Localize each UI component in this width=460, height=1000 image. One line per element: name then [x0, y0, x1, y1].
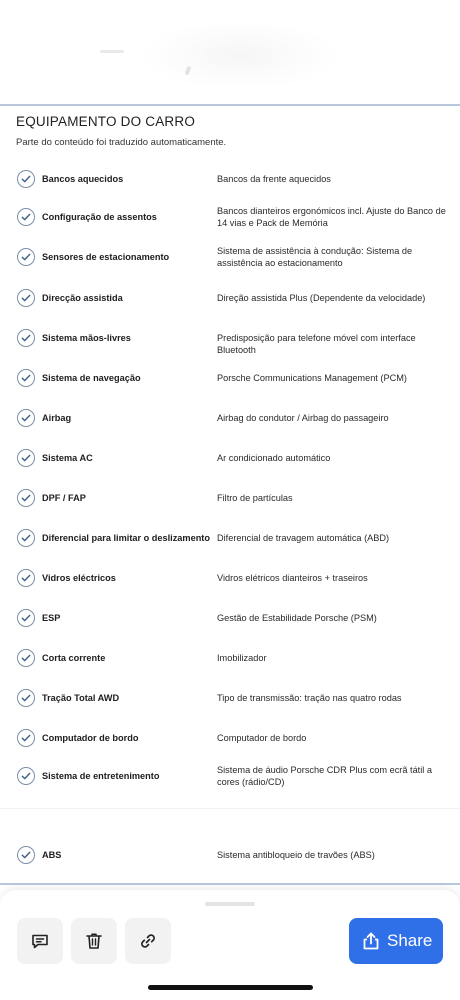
feature-label: Corta corrente	[42, 653, 106, 663]
feature-label: Sistema de navegação	[42, 373, 141, 383]
checkmark-circle-icon	[17, 329, 35, 347]
check-icon	[21, 373, 31, 383]
check-icon	[21, 850, 31, 860]
checkmark-circle-icon	[17, 449, 35, 467]
list-gap	[0, 808, 460, 838]
message-button[interactable]	[17, 918, 63, 964]
feature-value: Airbag do condutor / Airbag do passageiro	[217, 413, 389, 423]
feature-label: Sistema de entretenimento	[42, 771, 160, 781]
checkmark-circle-icon	[17, 729, 35, 747]
checkmark-circle-icon	[17, 289, 35, 307]
checkmark-circle-icon	[17, 649, 35, 667]
check-icon	[21, 493, 31, 503]
check-icon	[21, 293, 31, 303]
feature-label: Sistema AC	[42, 453, 93, 463]
feature-value: Bancos da frente aquecidos	[217, 174, 331, 184]
feature-value: Vidros elétricos dianteiros + traseiros	[217, 573, 368, 583]
feature-label: Sistema mãos-livres	[42, 333, 131, 343]
photo-haze	[140, 20, 340, 90]
feature-label: Bancos aquecidos	[42, 174, 124, 184]
section-title: EQUIPAMENTO DO CARRO	[16, 114, 196, 129]
feature-value: Direção assistida Plus (Dependente da velocidade)	[217, 293, 426, 303]
feature-label: Sensores de estacionamento	[42, 252, 170, 262]
check-icon	[21, 653, 31, 663]
check-icon	[21, 573, 31, 583]
checkmark-circle-icon	[17, 170, 35, 188]
checkmark-circle-icon	[17, 846, 35, 864]
check-icon	[21, 733, 31, 743]
checkmark-circle-icon	[17, 609, 35, 627]
feature-value: Porsche Communications Management (PCM)	[217, 373, 407, 383]
section-divider	[0, 104, 460, 106]
feature-value: Imobilizador	[217, 653, 267, 663]
feature-label: ABS	[42, 850, 62, 860]
checkmark-circle-icon	[17, 369, 35, 387]
feature-label: DPF / FAP	[42, 493, 86, 503]
feature-value: Gestão de Estabilidade Porsche (PSM)	[217, 613, 377, 623]
section-divider-bottom	[0, 883, 460, 885]
trash-icon	[84, 931, 104, 951]
list-gap-line	[0, 808, 460, 809]
delete-button[interactable]	[71, 918, 117, 964]
photo-detail	[100, 50, 124, 53]
feature-value: Ar condicionado automático	[217, 453, 331, 463]
feature-label: Tração Total AWD	[42, 693, 120, 703]
check-icon	[21, 613, 31, 623]
feature-label: Diferencial para limitar o deslizamento	[42, 533, 210, 543]
checkmark-circle-icon	[17, 208, 35, 226]
checkmark-circle-icon	[17, 248, 35, 266]
check-icon	[21, 413, 31, 423]
check-icon	[21, 252, 31, 262]
feature-label: Airbag	[42, 413, 72, 423]
checkmark-circle-icon	[17, 689, 35, 707]
feature-value: Bancos dianteiros ergonómicos incl. Ajuste do Banco de 14 vias e Pack de Memória	[217, 206, 446, 228]
share-button[interactable]	[349, 918, 443, 964]
feature-value: Sistema de áudio Porsche CDR Plus com ecrã tátil a cores (rádio/CD)	[217, 765, 432, 787]
check-icon	[21, 771, 31, 781]
check-icon	[21, 533, 31, 543]
sheet-grabber[interactable]	[205, 902, 255, 906]
car-photo-area	[0, 0, 460, 104]
home-indicator	[148, 985, 313, 990]
check-icon	[21, 333, 31, 343]
check-icon	[21, 693, 31, 703]
feature-label: Computador de bordo	[42, 733, 139, 743]
feature-value: Tipo de transmissão: tração nas quatro rodas	[217, 693, 402, 703]
link-icon	[138, 931, 158, 951]
feature-value: Predisposição para telefone móvel com interface Bluetooth	[217, 333, 416, 355]
check-icon	[21, 453, 31, 463]
feature-value: Diferencial de travagem automática (ABD)	[217, 533, 390, 543]
checkmark-circle-icon	[17, 409, 35, 427]
feature-value: Computador de bordo	[217, 733, 307, 743]
feature-value: Filtro de partículas	[217, 493, 293, 503]
checkmark-circle-icon	[17, 529, 35, 547]
translation-note: Parte do conteúdo foi traduzido automaticamente.	[16, 137, 227, 148]
message-icon	[30, 931, 50, 951]
feature-value: Sistema de assistência à condução: Sistema de assistência ao estacionamento	[217, 246, 413, 268]
checkmark-circle-icon	[17, 569, 35, 587]
share-icon	[361, 931, 381, 951]
check-icon	[21, 174, 31, 184]
feature-label: Direcção assistida	[42, 293, 123, 303]
share-button-label: Share	[387, 931, 433, 950]
feature-label: ESP	[42, 613, 61, 623]
feature-label: Vidros eléctricos	[42, 573, 116, 583]
checkmark-circle-icon	[17, 489, 35, 507]
checkmark-circle-icon	[17, 767, 35, 785]
feature-label: Configuração de assentos	[42, 212, 157, 222]
action-sheet	[0, 890, 460, 1000]
check-icon	[21, 212, 31, 222]
feature-value: Sistema antibloqueio de travões (ABS)	[217, 850, 375, 860]
copy-link-button[interactable]	[125, 918, 171, 964]
